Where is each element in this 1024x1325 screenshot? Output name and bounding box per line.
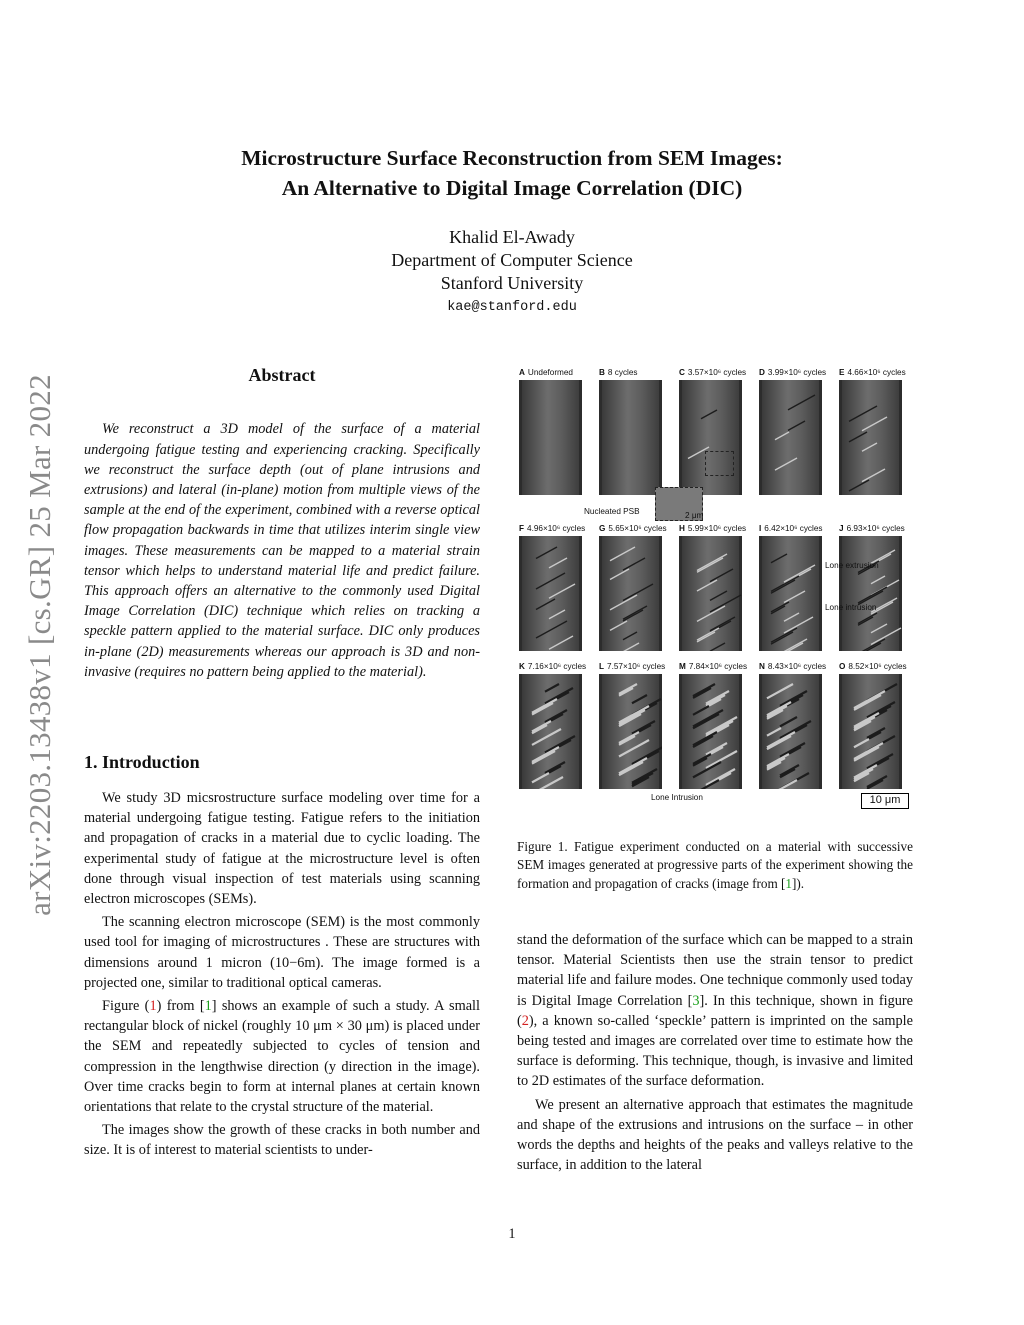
crack-streak: [545, 684, 559, 692]
crack-streak: [784, 613, 799, 621]
crack-streak: [536, 547, 557, 559]
crack-streak: [871, 624, 887, 633]
sem-panel-h: [679, 523, 754, 651]
crack-streak: [623, 584, 653, 601]
crack-streak: [784, 639, 807, 651]
crack-streak: [788, 395, 815, 410]
crack-streak: [849, 432, 867, 442]
crack-streak: [701, 410, 717, 419]
lone-intrusion-label: Lone intrusion: [825, 603, 877, 612]
figure-ref-link[interactable]: 2: [521, 1012, 529, 1029]
crack-streak: [867, 702, 895, 717]
crack-streak: [610, 569, 629, 579]
crack-streak: [867, 776, 887, 787]
panel-cycles: 3.99×10⁶ cycles: [767, 368, 827, 377]
sem-panel-d: [759, 367, 834, 495]
crack-streak: [854, 717, 875, 729]
crack-streak: [545, 762, 565, 773]
panel-letter: L: [599, 662, 605, 671]
crack-streak: [610, 547, 635, 561]
panel-letter: A: [519, 368, 525, 377]
nucleated-psb-label: Nucleated PSB: [584, 507, 640, 516]
crack-streak: [858, 587, 887, 603]
sem-image: [839, 674, 902, 789]
crack-streak: [849, 480, 869, 491]
crack-streak: [697, 606, 725, 621]
page-number: 1: [508, 1226, 516, 1242]
sem-image: [679, 536, 742, 651]
intro-p3-text-c: ] shows an example of such a study. A small rectangular block of nickel (roughly 10 μm × 30 μm) is placed under the SEM and repeatedly subjected to cycles of tension and compression in the lengthwise direction (y direction in the image). Over time cracks begin to form at internal planes at certain known orientations that relate to the crystal structure of the material.: [84, 998, 480, 1116]
sem-image: [679, 674, 742, 789]
crack-streak: [862, 417, 887, 431]
crack-streak: [849, 406, 877, 421]
crack-streak: [536, 621, 567, 638]
sem-panel-m: [679, 661, 754, 789]
panel-cycles: 8.43×10⁶ cycles: [767, 662, 827, 671]
crack-streak: [710, 591, 727, 600]
caption-text-b: ]).: [792, 875, 805, 891]
crack-streak: [767, 706, 787, 717]
author-email[interactable]: kae@stanford.edu: [447, 300, 577, 315]
panel-label: [679, 661, 754, 673]
crack-streak: [771, 580, 795, 593]
sem-panel-l: [599, 661, 674, 789]
crack-streak: [771, 576, 799, 591]
panel-letter: D: [759, 368, 765, 377]
crack-streak: [610, 643, 639, 651]
crack-streak: [693, 688, 711, 698]
panel-label: [679, 367, 754, 379]
crack-streak: [767, 728, 781, 736]
author-university: Stanford University: [440, 273, 584, 293]
crack-streak: [710, 643, 725, 651]
crack-streak: [536, 573, 565, 589]
arxiv-identifier-text: arXiv:2203.13438v1 [cs.GR] 25 Mar 2022: [22, 374, 57, 916]
crack-streak: [775, 432, 789, 440]
panel-cycles: 3.57×10⁶ cycles: [687, 368, 747, 377]
crack-streak: [697, 628, 719, 640]
crack-streak: [775, 458, 797, 470]
crack-streak: [710, 617, 735, 631]
crack-streak: [771, 628, 797, 642]
intro-paragraph-1: We study 3D micsrostructure surface modeling over time for a material undergoing fatigue testing. Fatigue refers to the initiation and propagation of cracks in a material due to cyclic loading. The experimental study of fatigue at the microstructure level is often done through visual inspection of test materials using scanning electron microscopes (SEMs).: [84, 790, 480, 908]
crack-streak: [532, 773, 549, 782]
panel-label: [519, 367, 594, 379]
right-column: [517, 930, 913, 1178]
panel-label: [599, 367, 674, 379]
crack-streak: [693, 684, 715, 696]
crack-streak: [767, 684, 793, 698]
crack-streak: [784, 565, 815, 582]
panel-cycles: 4.96×10⁶ cycles: [527, 524, 586, 533]
panel-letter: F: [519, 524, 525, 533]
title-line-2: An Alternative to Digital Image Correlation (DIC): [281, 176, 743, 200]
crack-streak: [532, 721, 551, 731]
crack-streak: [767, 736, 791, 749]
sem-image: [599, 380, 662, 495]
sem-panel-e: [839, 367, 914, 495]
panel-label: [839, 367, 914, 379]
crack-streak: [693, 732, 717, 745]
crack-streak: [619, 736, 635, 745]
sem-image: [839, 380, 902, 495]
crack-streak: [697, 558, 723, 572]
right-paragraph-1: [517, 930, 913, 1092]
panel-cycles: 5.65×10⁶ cycles: [608, 524, 667, 533]
sem-panel-i: [759, 523, 834, 651]
introduction-heading: 1. Introduction: [84, 752, 200, 772]
panel-cycles: 6.93×10⁶ cycles: [846, 524, 905, 533]
crack-streak: [532, 703, 553, 715]
lone-extrusion-label: Lone extrusion: [825, 561, 879, 570]
crack-streak: [549, 584, 575, 598]
abstract-text: We reconstruct a 3D model of the surface of a material undergoing fatigue testing and experiencing cracking. Specifically we reconstruct the surface depth (out of plane intrusions and extrusions) and lateral (in-plane) motion from multiple views of the sample at the end of the experiment, combined with a reverse optical flow propagation backwards in time that utilizes interim single view images. These measurements can be mapped to a material strain tensor which helps to understand material life and predict failure. This approach offers an alternative to the commonly used Digital Image Correlation (DIC) technique which relies on tracking a speckle pattern applied to the material surface. DIC only produces in-plane (2D) measurements whereas our approach is 3D and non-invasive (requires no pattern being applied to the material).: [84, 421, 480, 680]
panel-cycles: 4.66×10⁶ cycles: [847, 368, 906, 377]
crack-streak: [619, 710, 645, 724]
crack-streak: [780, 765, 799, 775]
citation-link[interactable]: 1: [785, 875, 793, 891]
sem-image: [759, 674, 822, 789]
crack-streak: [693, 754, 711, 764]
crack-streak: [858, 617, 873, 625]
crack-streak: [706, 695, 725, 705]
sem-panel-o: [839, 661, 914, 789]
panel-label: [759, 367, 834, 379]
crack-streak: [767, 780, 797, 789]
scale-bar: 10 μm: [861, 793, 909, 809]
inset-scale-label: 2 μm: [685, 511, 704, 520]
crack-streak: [854, 747, 879, 761]
crack-streak: [623, 606, 647, 619]
crack-streak: [697, 580, 717, 591]
crack-streak: [623, 632, 637, 640]
panel-label: [519, 661, 594, 673]
crack-streak: [854, 691, 885, 708]
crack-streak: [867, 728, 885, 738]
crack-streak: [706, 743, 727, 755]
sem-image: [839, 536, 902, 651]
right-paragraph-2: We present an alternative approach that estimates the magnitude and shape of the extrusions and intrusions on the surface – in other words the depths and heights of the peaks and valleys relative to the surface, in addition to the lateral: [517, 1096, 913, 1174]
crack-streak: [549, 636, 573, 649]
panel-letter: E: [839, 368, 845, 377]
crack-streak: [619, 758, 647, 773]
panel-cycles: 8 cycles: [607, 368, 638, 377]
right-p1-text-a: stand the deformation of the surface which can be mapped to a strain tensor. Material Scientists then use the strain tensor to predict material life and failure modes. One technique commonly used today is Digital Image Correlation [: [517, 932, 913, 1009]
panel-label: [599, 661, 674, 673]
author-name: Khalid El-Awady: [449, 227, 575, 247]
crack-streak: [771, 554, 787, 563]
crack-streak: [549, 558, 567, 568]
panel-letter: J: [839, 524, 844, 533]
figure-ref-link[interactable]: 1: [149, 998, 157, 1015]
crack-streak: [532, 699, 557, 713]
crack-streak: [780, 717, 797, 726]
intro-p3-text-b: ) from [: [156, 998, 205, 1015]
crack-streak: [858, 613, 877, 623]
sem-panel-g: [599, 523, 674, 651]
crack-streak: [788, 421, 805, 430]
crack-streak: [784, 591, 805, 603]
crack-streak: [710, 569, 733, 582]
lone-intrusion-label: Lone Intrusion: [651, 793, 703, 802]
crack-streak: [545, 710, 567, 722]
crack-streak: [867, 780, 883, 789]
crack-streak: [632, 747, 662, 764]
right-p1-text-c: ), a known so-called ‘speckle’ pattern is imprinted on the sample being tested and images are correlated over time to estimate how the surface is deforming. This technique, though, is invasive and limited to 2D estimates of the surface deformation.: [517, 1012, 913, 1090]
crack-streak: [871, 576, 885, 584]
sem-panel-f: [519, 523, 594, 651]
crack-streak: [549, 610, 565, 619]
crack-streak: [854, 739, 869, 747]
panel-cycles: 6.42×10⁶ cycles: [764, 524, 823, 533]
crack-streak: [697, 554, 727, 571]
panel-label: [599, 523, 674, 535]
psb-selection-box: [705, 451, 734, 476]
crack-streak: [706, 769, 735, 785]
sem-image: [599, 674, 662, 789]
sem-panel-n: [759, 661, 834, 789]
intro-paragraph-4: The images show the growth of these cracks in both number and size. It is of interest to material scientists to under-: [84, 1122, 480, 1159]
panel-label: [839, 661, 914, 673]
crack-streak: [610, 595, 637, 610]
crack-streak: [619, 684, 637, 694]
crack-streak: [619, 732, 639, 743]
title-line-1: Microstructure Surface Reconstruction from SEM Images:: [241, 146, 783, 170]
panel-letter: N: [759, 662, 765, 671]
crack-streak: [632, 695, 647, 703]
panel-cycles: 7.16×10⁶ cycles: [527, 662, 587, 671]
arxiv-identifier: [8, 350, 72, 940]
panel-label: [839, 523, 914, 535]
panel-cycles: 8.52×10⁶ cycles: [848, 662, 907, 671]
panel-label: [759, 523, 834, 535]
crack-streak: [693, 736, 713, 747]
crack-streak: [867, 754, 893, 768]
crack-streak: [623, 610, 643, 621]
sem-image: [759, 380, 822, 495]
panel-letter: H: [679, 524, 685, 533]
panel-label: [679, 523, 754, 535]
caption-text-a: Figure 1. Fatigue experiment conducted on a material with successive SEM images generated at progressive parts of the experiment showing the formation and propagation of cracks (image from [: [517, 839, 913, 891]
sem-panel-b: [599, 367, 674, 495]
citation-link[interactable]: 3: [692, 992, 700, 1009]
sem-image: [679, 380, 742, 495]
panel-letter: O: [839, 662, 846, 671]
sem-image: [759, 536, 822, 651]
crack-streak: [619, 706, 649, 723]
panel-label: [759, 661, 834, 673]
right-p1-text-b: ]. In this technique, shown in figure (: [517, 992, 913, 1029]
panel-label: [519, 523, 594, 535]
panel-cycles: 7.84×10⁶ cycles: [688, 662, 748, 671]
figure-caption: [517, 838, 913, 893]
author-department: Department of Computer Science: [391, 250, 633, 270]
sem-panel-k: [519, 661, 594, 789]
crack-streak: [545, 736, 575, 753]
crack-streak: [623, 558, 645, 570]
sem-image: [519, 380, 582, 495]
panel-letter: M: [679, 662, 686, 671]
abstract-heading: Abstract: [248, 365, 316, 385]
crack-streak: [862, 469, 885, 482]
panel-letter: C: [679, 368, 685, 377]
crack-streak: [854, 769, 873, 779]
sem-panel-a: [519, 367, 594, 495]
panel-cycles: Undeformed: [527, 368, 573, 377]
crack-streak: [854, 695, 881, 710]
sem-panel-j: [839, 523, 914, 651]
sem-figure: [517, 365, 913, 815]
crack-streak: [693, 706, 709, 715]
sem-image: [519, 536, 582, 651]
author-block: [0, 226, 1024, 315]
panel-letter: B: [599, 368, 605, 377]
panel-letter: K: [519, 662, 525, 671]
crack-streak: [706, 721, 733, 736]
citation-link[interactable]: 1: [204, 998, 212, 1015]
crack-streak: [610, 621, 627, 630]
sem-image: [599, 536, 662, 651]
paper-title: [0, 143, 1024, 203]
crack-streak: [693, 714, 719, 728]
crack-streak: [771, 632, 793, 644]
intro-paragraph-3: [84, 996, 480, 1117]
crack-streak: [771, 602, 789, 612]
panel-cycles: 5.99×10⁶ cycles: [687, 524, 747, 533]
left-column: [84, 788, 480, 1164]
crack-streak: [862, 443, 877, 451]
sem-image: [519, 674, 582, 789]
crack-streak: [536, 599, 555, 609]
intro-paragraph-2: The scanning electron microscope (SEM) is the most commonly used tool for imaging of microstructures . These are structures with dimensions around 1 micron (10−6m). The image formed is a projected one, similar to traditional optical cameras.: [84, 914, 480, 991]
panel-letter: I: [759, 524, 762, 533]
panel-letter: G: [599, 524, 606, 533]
crack-streak: [780, 743, 805, 757]
crack-streak: [532, 751, 555, 764]
crack-streak: [697, 632, 715, 642]
crack-streak: [632, 721, 655, 734]
crack-streak: [767, 758, 785, 768]
crack-streak: [532, 747, 559, 762]
crack-streak: [632, 773, 653, 785]
crack-streak: [780, 691, 807, 706]
panel-cycles: 7.57×10⁶ cycles: [607, 662, 666, 671]
intro-p3-text-a: Figure (: [102, 998, 150, 1015]
crack-streak: [619, 762, 643, 775]
crack-streak: [771, 606, 785, 614]
